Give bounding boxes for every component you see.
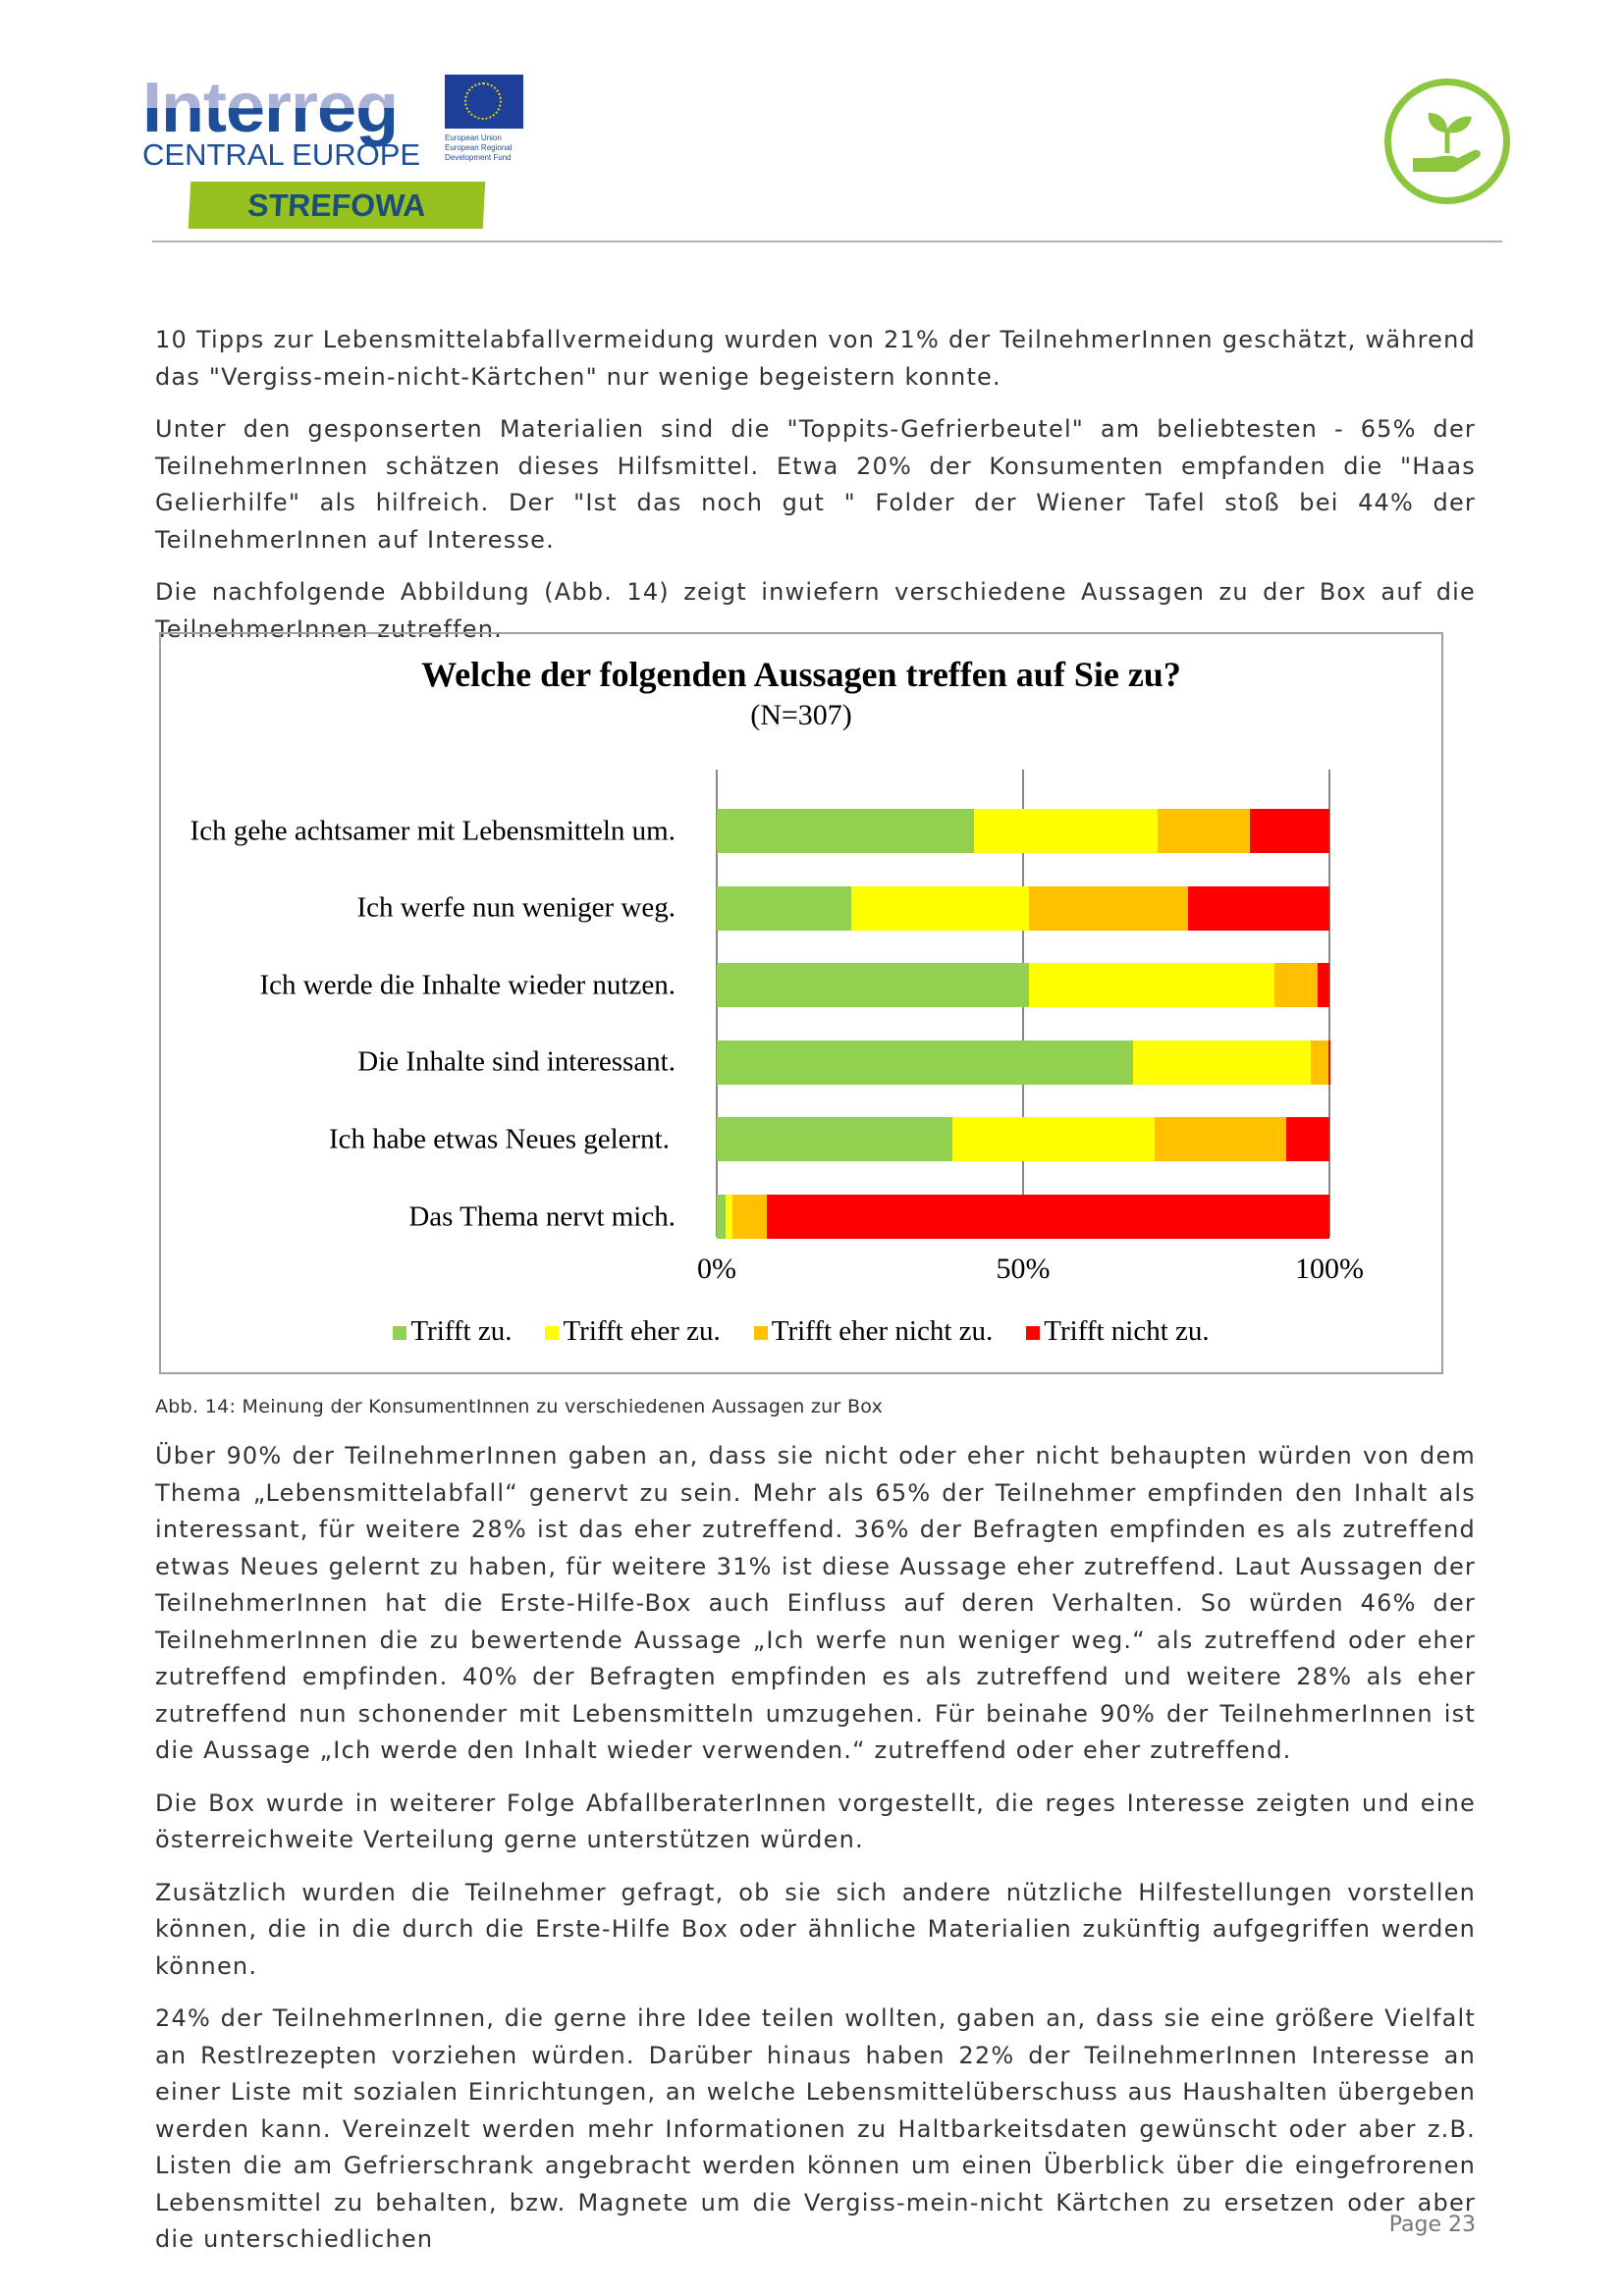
bar-segment — [717, 1041, 1133, 1085]
bar-segment — [1328, 1041, 1330, 1085]
bar-segment — [1133, 1041, 1311, 1085]
paragraph: 10 Tipps zur Lebensmittelabfallvermeidung wurden von 21% der TeilnehmerInnen geschätzt, während das "Vergiss-mein-nicht-Kärtchen" nur wenige begeistern konnte. — [155, 326, 1476, 391]
bar-segment — [1318, 963, 1329, 1007]
paragraph: Über 90% der TeilnehmerInnen gaben an, dass sie nicht oder eher nicht behaupten würden von dem Thema „Lebensmittelabfall“ genervt zu sein. Mehr als 65% der Teilnehmer empfinden den Inhalt als interessant, für weitere 28% ist das eher zutreffend. 36% der Befragten empfinden es als zutreffend etwas Neues gelernt zu haben, für weitere 31% ist diese Aussage eher zutreffend. Laut Aussagen der TeilnehmerInnen hat die Erste-Hilfe-Box auch Einfluss auf deren Verhalten. So würden 46% der TeilnehmerInnen die zu bewertende Aussage „Ich werfe nun weniger weg.“ als zutreffend oder eher zutreffend empfinden. 40% der Befragten empfinden es als zutreffend und weitere 28% als eher zutreffend nun schonender mit Lebensmitteln umzugehen. Für beinahe 90% der TeilnehmerInnen ist die Aussage „Ich werde den Inhalt wieder verwenden.“ zutreffend oder eher zutreffend. — [155, 1442, 1476, 1764]
bar-segment — [717, 886, 851, 931]
category-label: Ich werfe nun weniger weg. — [356, 891, 676, 924]
category-label: Die Inhalte sind interessant. — [357, 1045, 676, 1078]
bar-segment — [974, 809, 1158, 853]
legend-item — [1026, 1315, 1209, 1348]
category-label: Ich gehe achtsamer mit Lebensmitteln um. — [189, 815, 676, 846]
chart-title: Welche der folgenden Aussagen treffen auf Sie zu? — [421, 655, 1181, 694]
body-text-bottom — [155, 1438, 1476, 2274]
bar-segment — [1311, 1041, 1327, 1085]
bar-segment — [1188, 886, 1329, 931]
bar-segment — [1250, 809, 1329, 853]
logo-project: STREFOWA — [189, 182, 486, 229]
stacked-bar-chart — [159, 632, 1443, 1374]
bar-segment — [1286, 1117, 1329, 1161]
bar-segment — [952, 1117, 1155, 1161]
bar-segment — [767, 1195, 1329, 1239]
body-text-top — [155, 322, 1476, 664]
bar-segment — [717, 1195, 726, 1239]
eu-flag-icon — [445, 75, 523, 129]
legend-label: Trifft eher zu. — [563, 1315, 721, 1347]
page-number: Page 23 — [1388, 2213, 1476, 2237]
paragraph: Die Box wurde in weiterer Folge AbfallberaterInnen vorgestellt, die reges Interesse zeigten und eine österreichweite Verteilung gerne unterstützen würden. — [155, 1789, 1476, 1853]
legend-label: Trifft zu. — [410, 1315, 513, 1347]
plant-hand-logo-icon — [1384, 79, 1510, 204]
chart-legend — [161, 1315, 1441, 1348]
logo-region: CENTRAL EUROPE — [142, 137, 421, 172]
figure-caption: Abb. 14: Meinung der KonsumentInnen zu verschiedenen Aussagen zur Box — [155, 1396, 884, 1417]
bar-segment — [717, 1117, 952, 1161]
chart-subtitle: (N=307) — [750, 699, 852, 731]
legend-label: Trifft eher nicht zu. — [771, 1315, 994, 1347]
header-divider — [152, 240, 1502, 242]
legend-label: Trifft nicht zu. — [1044, 1315, 1210, 1347]
x-tick-label: 0% — [697, 1253, 736, 1285]
bar-segment — [1029, 886, 1188, 931]
paragraph: Unter den gesponserten Materialien sind die "Toppits-Gefrierbeutel" am beliebtesten - 65% der TeilnehmerInnen schätzen dieses Hilfsmittel. Etwa 20% der Konsumenten empfanden die "Haas Gelierhilfe" als hilfreich. Der "Ist das noch gut " Folder der Wiener Tafel stoß bei 44% der TeilnehmerInnen auf Interesse. — [155, 415, 1476, 554]
bar-segment — [732, 1195, 767, 1239]
category-label: Ich habe etwas Neues gelernt. — [328, 1123, 670, 1155]
bar-segment — [1274, 963, 1318, 1007]
x-tick-label: 50% — [996, 1253, 1051, 1285]
x-tick-label: 100% — [1295, 1253, 1364, 1285]
bar-segment — [1155, 1117, 1286, 1161]
logo-interreg: Interreg — [142, 69, 399, 147]
paragraph: 24% der TeilnehmerInnen, die gerne ihre Idee teilen wollten, gaben an, dass sie eine größere Vielfalt an Restlrezepten vorziehen würden. Darüber hinaus haben 22% der TeilnehmerInnen Interesse an einer Liste mit sozialen Einrichtungen, an welche Lebensmittelüberschuss aus Haushalten übergeben werden kann. Vereinzelt werden mehr Informationen zu Haltbarkeitsdaten gewünscht oder aber z.B. Listen die am Gefrierschrank angebracht werden können um einen Überblick über die eingefrorenen Lebensmittel zu behalten, bzw. Magnete um die Vergiss-mein-nicht Kärtchen zu ersetzen oder aber die unterschiedlichen — [155, 2004, 1476, 2253]
bar-segment — [1029, 963, 1274, 1007]
paragraph: Die nachfolgende Abbildung (Abb. 14) zeigt inwiefern verschiedene Aussagen zu der Box auf die TeilnehmerInnen zutreffen. — [155, 578, 1476, 643]
legend-item — [754, 1315, 994, 1348]
bar-segment — [851, 886, 1029, 931]
paragraph: Zusätzlich wurden die Teilnehmer gefragt, ob sie sich andere nützliche Hilfestellungen vorstellen können, die in die durch die Erste-Hilfe Box oder ähnliche Materialien zukünftig aufgegriffen werden können. — [155, 1878, 1476, 1980]
bar-segment — [1158, 809, 1250, 853]
legend-swatch — [1026, 1326, 1040, 1340]
legend-swatch — [545, 1326, 559, 1340]
bar-segment — [717, 963, 1029, 1007]
legend-swatch — [754, 1326, 768, 1340]
interreg-logo — [142, 69, 535, 240]
category-label: Das Thema nervt mich. — [408, 1201, 676, 1232]
legend-item — [545, 1315, 720, 1348]
logo-eu-text: European Union European Regional Development Fund — [445, 133, 513, 162]
legend-item — [393, 1315, 512, 1348]
bar-segment — [726, 1195, 732, 1239]
bar-segment — [717, 809, 974, 853]
legend-swatch — [393, 1326, 406, 1340]
category-label: Ich werde die Inhalte wieder nutzen. — [259, 969, 676, 1001]
